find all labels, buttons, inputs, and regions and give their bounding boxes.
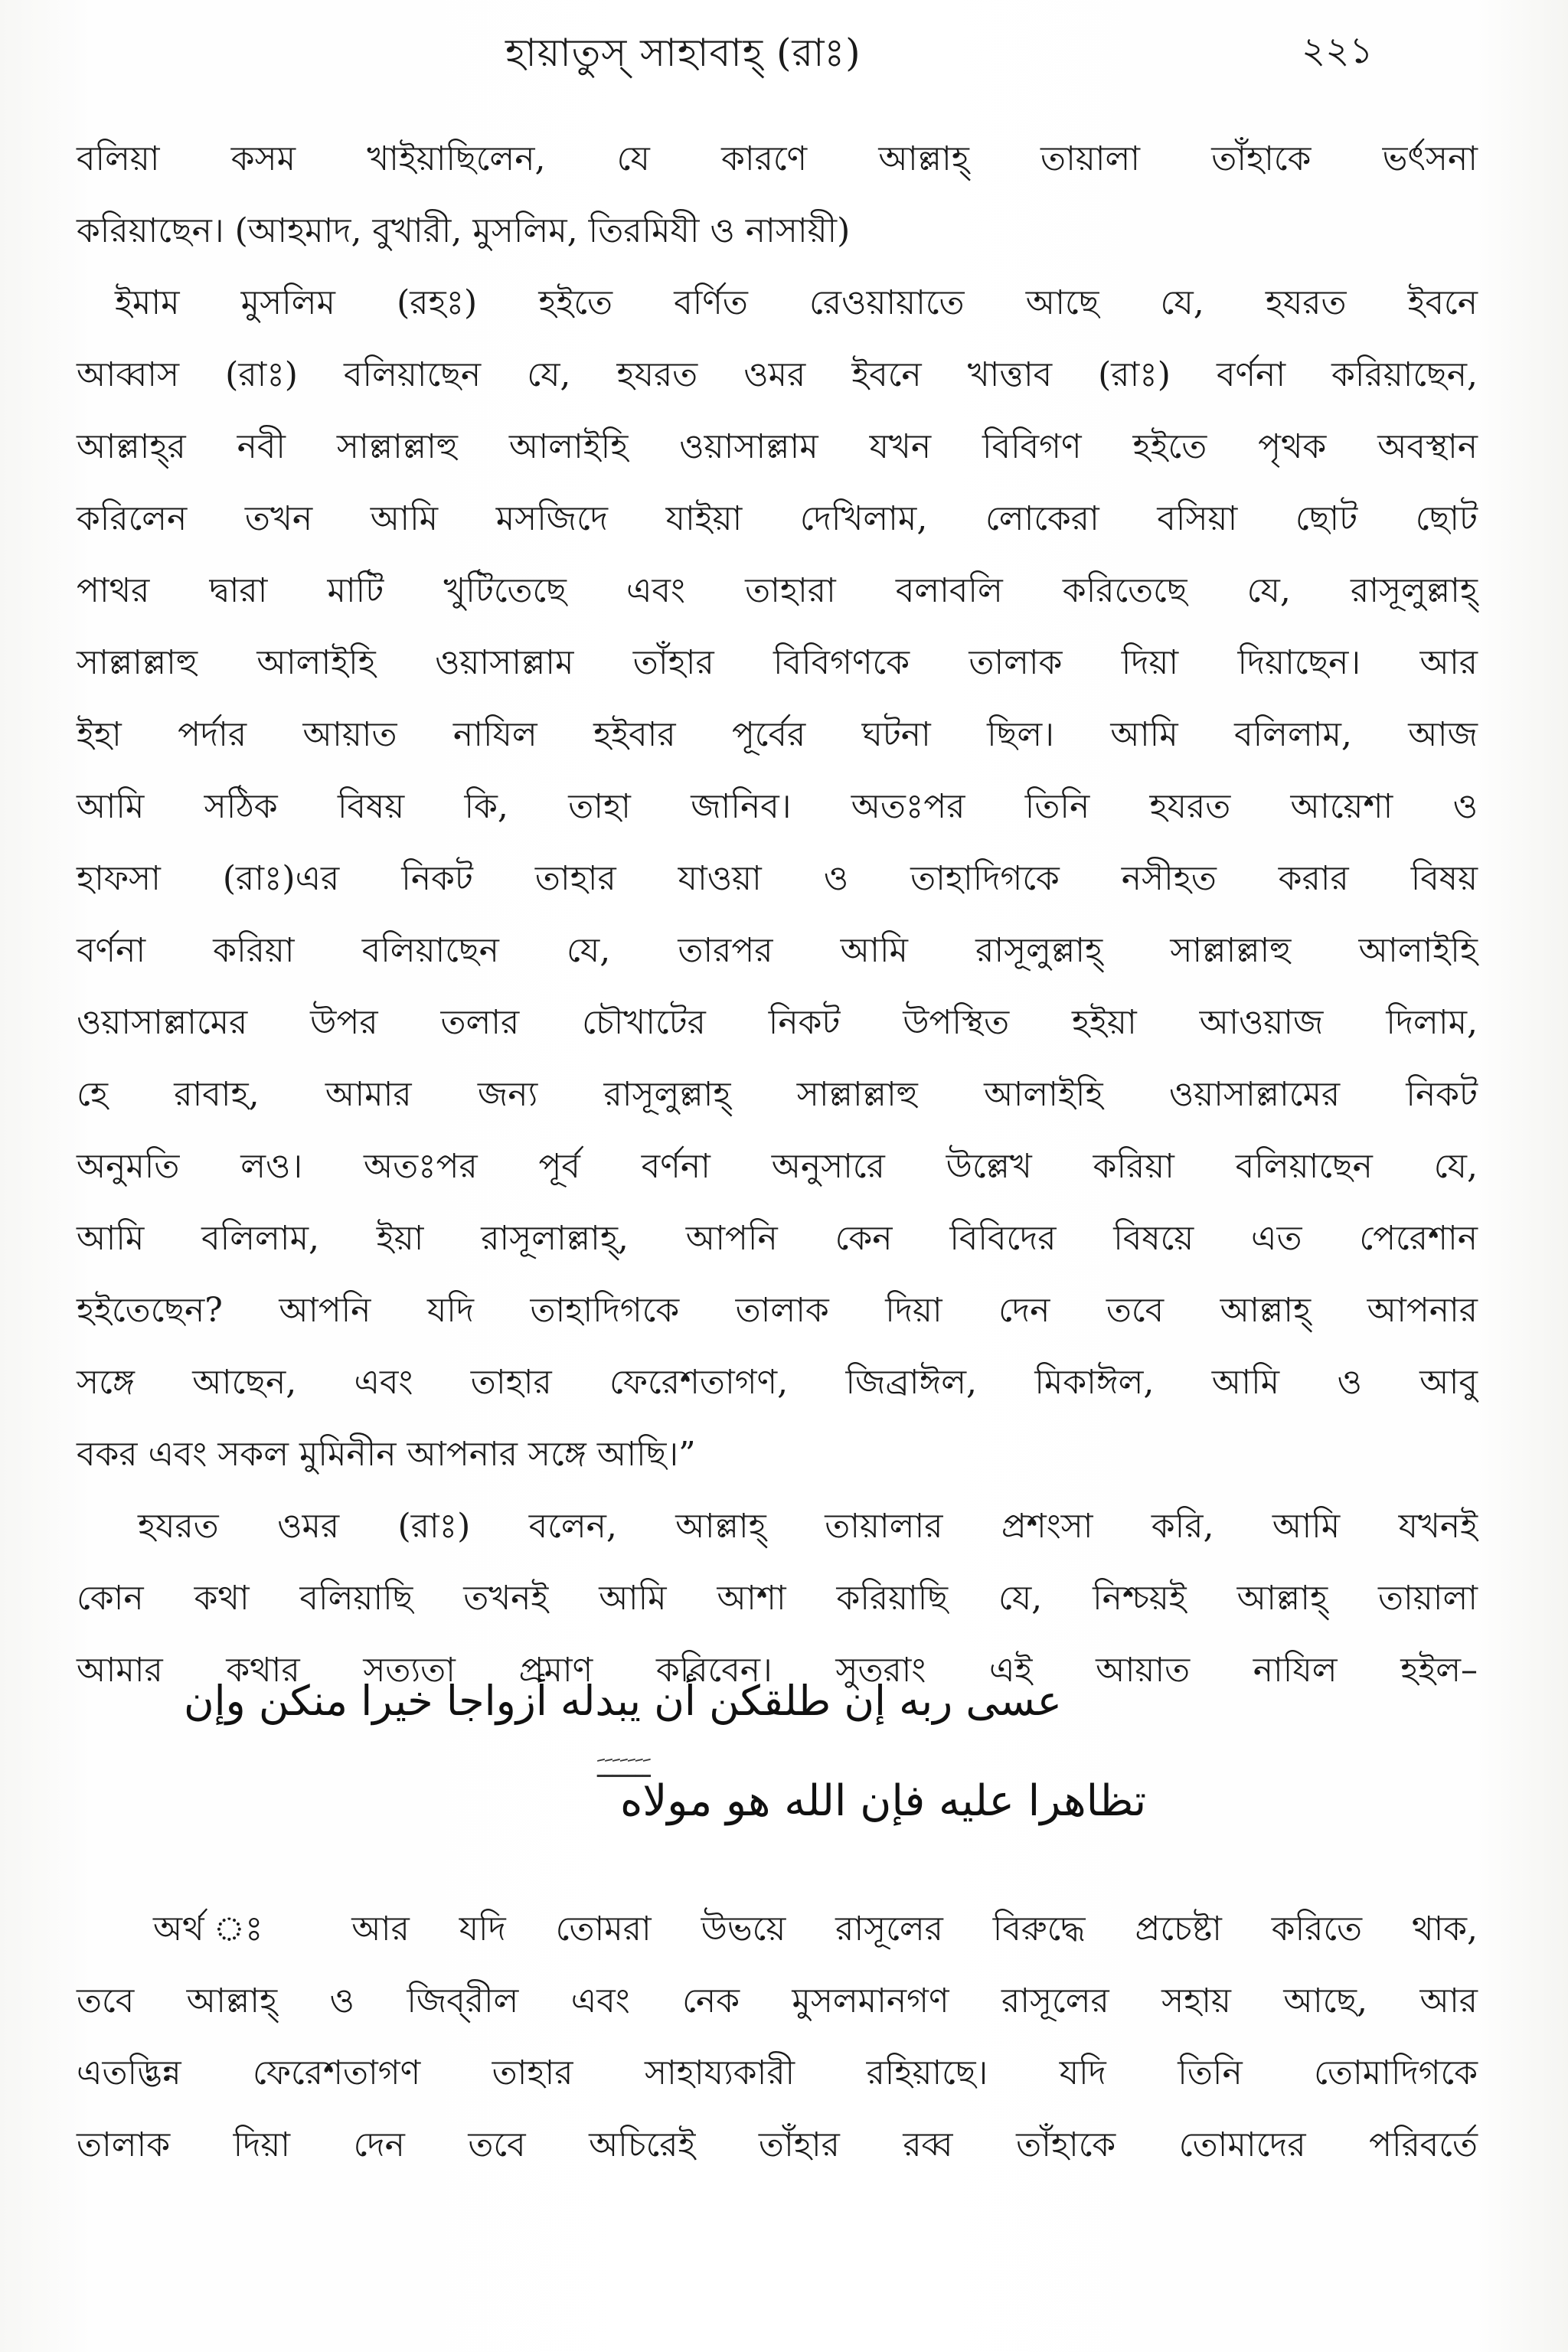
body-line: আল্লাহ্‌র নবী সাল্লাল্লাহু আলাইহি ওয়াসাল্লাম যখন বিবিগণ হইতে পৃথক অবস্থান [77, 427, 1478, 466]
body-line: হে রাবাহ, আমার জন্য রাসূলুল্লাহ্ সাল্লাল্লাহু আলাইহি ওয়াসাল্লামের নিকট [77, 1075, 1478, 1114]
page-number: ২২১ [1302, 29, 1374, 72]
body-line: আমি বলিলাম, ইয়া রাসূলাল্লাহ্, আপনি কেন বিবিদের বিষয়ে এত পেরেশান [77, 1219, 1478, 1258]
body-line: বকর এবং সকল মুমিনীন আপনার সঙ্গে আছি।” [77, 1435, 696, 1474]
body-line: বর্ণনা করিয়া বলিয়াছেন যে, তারপর আমি রাসূলুল্লাহ্ সাল্লাল্লাহু আলাইহি [77, 931, 1478, 970]
translation-line: তালাক দিয়া দেন তবে অচিরেই তাঁহার রব্ব তাঁহাকে তোমাদের পরিবর্তে [77, 2125, 1478, 2164]
body-line: হাফসা (রাঃ)এর নিকট তাহার যাওয়া ও তাহাদিগকে নসীহত করার বিষয় [77, 859, 1478, 898]
body-line: করিলেন তখন আমি মসজিদে যাইয়া দেখিলাম, লোকেরা বসিয়া ছোট ছোট [77, 499, 1478, 538]
body-line: ওয়াসাল্লামের উপর তলার চৌখাটের নিকট উপস্থিত হইয়া আওয়াজ দিলাম, [77, 1003, 1478, 1042]
body-line: পাথর দ্বারা মাটি খুটিতেছে এবং তাহারা বলাবলি করিতেছে যে, রাসূলুল্লাহ্ [77, 571, 1478, 610]
body-line: করিয়াছেন। (আহমাদ, বুখারী, মুসলিম, তিরমিযী ও নাসায়ী) [77, 211, 851, 250]
body-line: আমি সঠিক বিষয় কি, তাহা জানিব। অতঃপর তিনি হযরত আয়েশা ও [77, 787, 1478, 826]
body-line: কোন কথা বলিয়াছি তখনই আমি আশা করিয়াছি যে, নিশ্চয়ই আল্লাহ্ তায়ালা [77, 1579, 1478, 1618]
body-line: ইহা পর্দার আয়াত নাযিল হইবার পূর্বের ঘটনা ছিল। আমি বলিলাম, আজ [77, 715, 1478, 754]
body-line: সাল্লাল্লাহু আলাইহি ওয়াসাল্লাম তাঁহার বিবিগণকে তালাক দিয়া দিয়াছেন। আর [77, 643, 1478, 682]
body-line: আব্বাস (রাঃ) বলিয়াছেন যে, হযরত ওমর ইবনে খাত্তাব (রাঃ) বর্ণনা করিয়াছেন, [77, 355, 1478, 394]
body-line: সঙ্গে আছেন, এবং তাহার ফেরেশতাগণ, জিব্রাঈল, মিকাঈল, আমি ও আবু [77, 1363, 1478, 1402]
body-line: অনুমতি লও। অতঃপর পূর্ব বর্ণনা অনুসারে উল্লেখ করিয়া বলিয়াছেন যে, [77, 1147, 1478, 1186]
translation-line: অর্থ ঃ আর যদি তোমরা উভয়ে রাসূলের বিরুদ্ধে প্রচেষ্টা করিতে থাক, [153, 1909, 1478, 1949]
translation-line: এতদ্ভিন্ন ফেরেশতাগণ তাহার সাহায্যকারী রহিয়াছে। যদি তিনি তোমাদিগকে [77, 2053, 1478, 2092]
paragraph-start-line: ইমাম মুসলিম (রহঃ) হইতে বর্ণিত রেওয়ায়াতে আছে যে, হযরত ইবনে [115, 283, 1478, 322]
arabic-verse-line: عسى ربه إن طلقكن أن يبدله أزواجا خيرا منكن وإن [184, 1677, 1062, 1725]
body-line: বলিয়া কসম খাইয়াছিলেন, যে কারণে আল্লাহ্ তায়ালা তাঁহাকে ভর্ৎসনা [77, 139, 1478, 178]
body-line: আমার কথার সত্যতা প্রমাণ করিবেন। সুতরাং এই আয়াত নাযিল হইল– [77, 1651, 1478, 1690]
body-line: হইতেছেন? আপনি যদি তাহাদিগকে তালাক দিয়া দেন তবে আল্লাহ্ আপনার [77, 1291, 1478, 1330]
diacritic-marks: ـَـَـَـَـَـَـَ [597, 1753, 651, 1784]
paragraph-start-line: হযরত ওমর (রাঃ) বলেন, আল্লাহ্ তায়ালার প্রশংসা করি, আমি যখনই [138, 1507, 1478, 1546]
translation-line: তবে আল্লাহ্ ও জিব্‌রীল এবং নেক মুসলমানগণ রাসূলের সহায় আছে, আর [77, 1981, 1478, 2020]
arabic-verse-line: تظاهرا عليه فإن الله هو مولاه [620, 1776, 1147, 1826]
running-header: হায়াতুস্ সাহাবাহ্ (রাঃ) [505, 31, 861, 75]
